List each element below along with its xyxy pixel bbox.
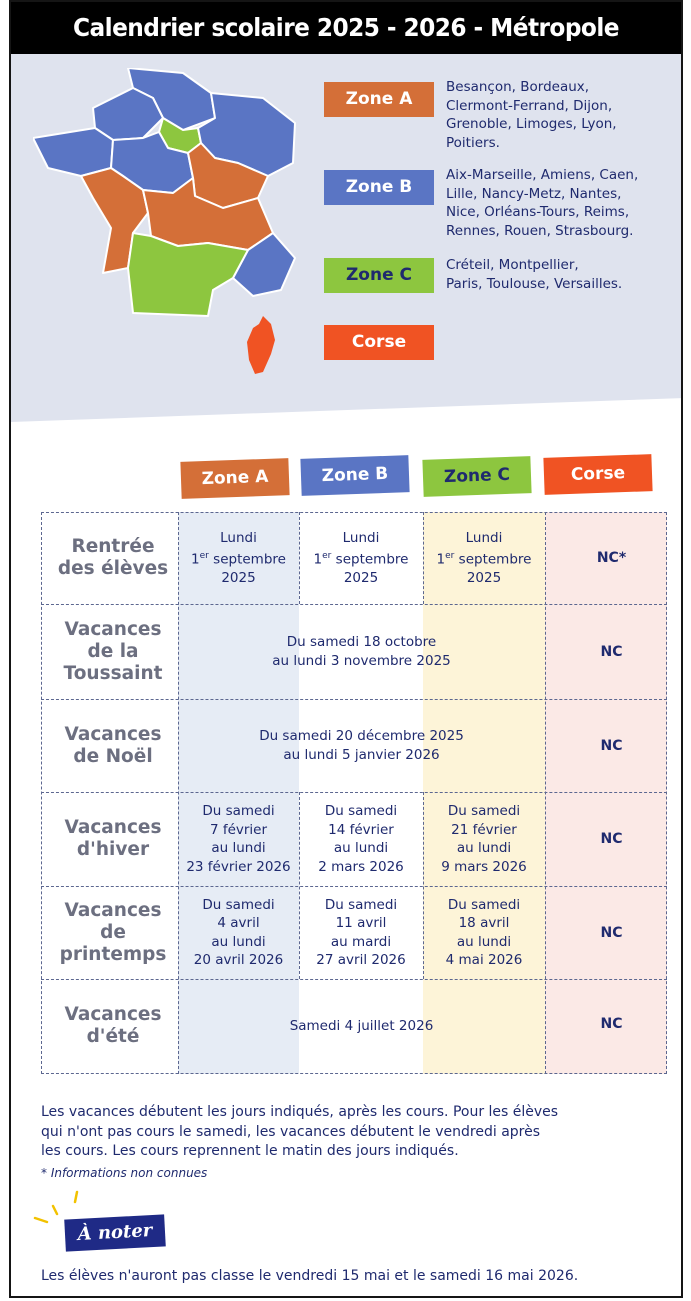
cell-line: au lundi [211, 840, 266, 856]
academy-line: Grenoble, Limoges, Lyon, [446, 116, 617, 132]
cell-line: 27 avril 2026 [316, 952, 406, 968]
academy-line: Nice, Orléans-Tours, Reims, [446, 204, 630, 220]
cell-rentree-zone-a [178, 512, 299, 604]
a-noter-badge: À noter [64, 1214, 166, 1251]
legend-zone-c-academies [446, 256, 622, 293]
cell-line: Du samedi [324, 803, 398, 819]
academy-line: Lille, Nancy-Metz, Nantes, [446, 185, 622, 202]
legend-zone-a-academies [446, 78, 617, 152]
cell-noel-corse: NC [600, 737, 623, 754]
legend-corse-badge: Corse [324, 325, 434, 360]
row-label-line: Vacances [64, 618, 162, 640]
cell-line: Du samedi 18 octobre [286, 634, 437, 650]
cell-line: 20 avril 2026 [193, 952, 284, 968]
cell-rentree-zone-b [299, 512, 423, 604]
page-title: Calendrier scolaire 2025 - 2026 - Métropole [73, 13, 619, 42]
notes-paragraph [41, 1103, 661, 1162]
cell-printemps-corse: NC [600, 924, 623, 941]
academy-line: Rennes, Rouen, Strasbourg. [446, 222, 634, 239]
notes-line: Les vacances débutent les jours indiqués, après les cours. Pour les élèves [41, 1104, 559, 1120]
cell-printemps-zone-c [423, 886, 545, 979]
row-label-line: de Noël [73, 745, 153, 767]
a-noter-text: Les élèves n'auront pas classe le vendredi 15 mai et le samedi 16 mai 2026. [41, 1268, 579, 1284]
academy-line: Paris, Toulouse, Versailles. [446, 275, 623, 292]
cell-line: 23 février 2026 [186, 858, 291, 875]
row-label-line: Rentrée [71, 536, 155, 557]
cell-line: 2 mars 2026 [318, 858, 404, 875]
cell-line: au lundi [456, 933, 512, 950]
cell-printemps-zone-a [178, 886, 299, 979]
cell-line: au lundi [333, 840, 389, 856]
cell-line: Lundi [220, 529, 257, 546]
academy-line: Poitiers. [446, 134, 500, 151]
cell-line: Du samedi [447, 803, 521, 819]
france-zone-map [33, 68, 303, 328]
cell-line: 2025 [466, 570, 502, 586]
cell-line: 9 mars 2026 [441, 858, 527, 875]
cell-line: 1er septembre [313, 551, 409, 568]
cell-line: Du samedi [324, 896, 398, 913]
cell-line: au lundi [456, 840, 512, 856]
row-label-hiver [43, 792, 183, 886]
cell-hiver-corse: NC [600, 831, 623, 847]
cell-line: 1er septembre [436, 551, 532, 568]
cell-line: Du samedi [202, 896, 275, 913]
cell-line: 21 février [451, 821, 517, 838]
cell-ete-merged [178, 979, 545, 1073]
grid-line [41, 512, 42, 1074]
cell-ete-corse: NC [600, 1016, 623, 1032]
row-label-line: Vacances [64, 899, 162, 921]
row-label-line: Vacances [64, 723, 162, 745]
column-header-zone-c: Zone C [422, 456, 531, 497]
row-label-ete [43, 979, 183, 1073]
academy-line: Créteil, Montpellier, [446, 257, 579, 273]
notes-line: qui n'ont pas cours le samedi, les vacances débutent le vendredi après [41, 1123, 541, 1140]
row-label-noel [43, 699, 183, 792]
cell-line: 1er septembre [191, 551, 286, 568]
cell-line: Du samedi 20 décembre 2025 [259, 728, 464, 744]
row-label-rentree [43, 512, 183, 604]
academy-line: Clermont-Ferrand, Dijon, [446, 97, 613, 114]
cell-rentree-corse: NC* [596, 550, 627, 566]
row-label-line: de la [87, 640, 139, 662]
grid-line [545, 512, 546, 1074]
cell-line: au mardi [330, 933, 392, 950]
row-label-line: Vacances [64, 1004, 162, 1025]
cell-line: au lundi 3 novembre 2025 [272, 652, 451, 669]
notes-line: les cours. Les cours reprennent le matin des jours indiqués. [41, 1143, 459, 1159]
column-header-zone-b: Zone B [300, 455, 409, 496]
cell-printemps-zone-b [299, 886, 423, 979]
row-label-line: printemps [59, 943, 167, 965]
row-label-line: Vacances [64, 817, 162, 838]
legend-zone-c-badge: Zone C [324, 258, 434, 293]
cell-line: 7 février [209, 821, 268, 838]
cell-line: 2025 [221, 570, 256, 586]
legend-zone-a-badge: Zone A [324, 82, 434, 117]
cell-toussaint-merged [178, 604, 545, 699]
legend-zone-b-badge: Zone B [324, 170, 434, 205]
academy-line: Aix-Marseille, Amiens, Caen, [446, 167, 639, 183]
row-label-line: d'été [86, 1026, 140, 1047]
cell-line: Du samedi [202, 803, 275, 819]
legend-zone-b-academies [446, 166, 638, 240]
row-label-line: Toussaint [63, 662, 163, 684]
cell-line: 11 avril [335, 915, 387, 931]
section-divider [11, 392, 683, 432]
academy-line: Besançon, Bordeaux, [446, 79, 590, 95]
cell-hiver-zone-b [299, 792, 423, 886]
cell-toussaint-corse: NC [600, 643, 623, 660]
cell-hiver-zone-a [178, 792, 299, 886]
cell-line: Lundi [465, 529, 503, 546]
map-region-brittany [33, 128, 113, 176]
column-header-zone-a: Zone A [180, 458, 289, 499]
title-bar [11, 2, 681, 54]
corse-map [241, 314, 283, 378]
cell-line: Du samedi [447, 896, 521, 913]
row-label-toussaint [43, 604, 183, 699]
cell-line: au lundi [211, 933, 266, 950]
cell-hiver-zone-c [423, 792, 545, 886]
cell-noel-merged [178, 699, 545, 792]
cell-line: 2025 [343, 570, 379, 586]
footnote: * Informations non connues [41, 1166, 208, 1180]
cell-line: Lundi [342, 529, 380, 546]
row-label-line: de [100, 921, 126, 943]
calendar-infographic [9, 0, 683, 1298]
cell-line: au lundi 5 janvier 2026 [283, 746, 440, 763]
cell-line: 4 mai 2026 [445, 952, 523, 968]
cell-line: 18 avril [458, 915, 510, 931]
row-label-line: d'hiver [76, 839, 150, 860]
cell-line: 4 avril [217, 915, 260, 931]
row-label-printemps [43, 886, 183, 979]
grid-line [41, 1073, 667, 1074]
column-header-corse: Corse [543, 454, 652, 495]
cell-line: Samedi 4 juillet 2026 [289, 1017, 434, 1034]
row-label-line: des élèves [57, 558, 169, 579]
cell-line: 14 février [328, 821, 394, 838]
cell-rentree-zone-c [423, 512, 545, 604]
